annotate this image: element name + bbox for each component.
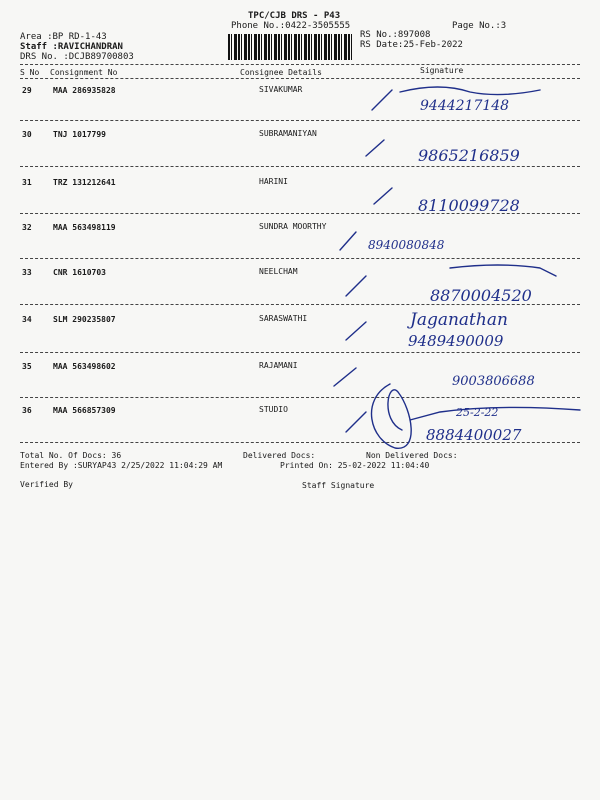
non-delivered-docs: Non Delivered Docs: xyxy=(366,451,458,460)
tick-mark xyxy=(374,188,392,204)
printed-on: Printed On: 25-02-2022 11:04:40 xyxy=(280,461,430,470)
signature-phone: 8870004520 xyxy=(430,286,532,305)
page-number: Page No.:3 xyxy=(452,21,507,31)
tick-mark xyxy=(334,368,356,386)
drs-number: DRS No. :DCJB89700803 xyxy=(20,52,134,62)
total-docs: Total No. Of Docs: 36 xyxy=(20,451,122,460)
tick-mark xyxy=(346,412,366,432)
phone-number: Phone No.:0422-3505555 xyxy=(231,21,351,31)
tick-mark xyxy=(340,232,356,250)
verified-by: Verified By xyxy=(20,480,73,489)
signature-phone: 8940080848 xyxy=(368,238,445,252)
area-label: Area :BP RD-1-43 xyxy=(20,32,107,42)
row-sno: 34 xyxy=(22,315,32,324)
row-consignee: SIVAKUMAR xyxy=(259,85,303,94)
row-consignee: NEELCHAM xyxy=(259,267,298,276)
signature-phone: 8884400027 xyxy=(426,426,522,444)
row-sno: 30 xyxy=(22,130,32,139)
row-sno: 31 xyxy=(22,178,32,187)
row-consignee: RAJAMANI xyxy=(259,361,298,370)
entered-by: Entered By :SURYAP43 2/25/2022 11:04:29 AM xyxy=(20,461,223,470)
signature-phone: 8110099728 xyxy=(418,196,520,215)
row-sno: 36 xyxy=(22,406,32,415)
tick-mark xyxy=(366,140,384,156)
col-consignment: Consignment No xyxy=(50,68,118,77)
row-consignment: TNJ 1017799 xyxy=(53,130,106,139)
row-consignee: SUNDRA MOORTHY xyxy=(259,222,327,231)
row-sno: 35 xyxy=(22,362,32,371)
row-consignment: TRZ 131212641 xyxy=(53,178,116,187)
signature-scribble xyxy=(400,87,540,95)
col-consignee: Consignee Details xyxy=(240,68,322,77)
signature-name: 25-2-22 xyxy=(456,406,499,419)
col-sno: S No xyxy=(20,68,40,77)
document-title: TPC/CJB DRS - P43 xyxy=(248,11,341,21)
staff-label: Staff :RAVICHANDRAN xyxy=(20,42,123,52)
signature-phone: 9489490009 xyxy=(408,332,504,350)
row-consignee: HARINI xyxy=(259,177,288,186)
delivered-docs: Delivered Docs: xyxy=(243,451,316,460)
staff-signature: Staff Signature xyxy=(302,481,375,490)
row-consignee: SARASWATHI xyxy=(259,314,308,323)
signature-scribble xyxy=(410,407,580,420)
tick-mark xyxy=(346,276,366,296)
row-sno: 33 xyxy=(22,268,32,277)
col-signature: Signature xyxy=(420,66,464,75)
signature-phone: 9003806688 xyxy=(452,374,535,389)
signature-scribble xyxy=(450,265,556,276)
row-consignment: MAA 566857309 xyxy=(53,406,116,415)
row-consignment: MAA 563498602 xyxy=(53,362,116,371)
tick-mark xyxy=(372,90,392,110)
tick-mark xyxy=(346,322,366,340)
rs-number: RS No.:897008 xyxy=(360,30,431,40)
rs-date: RS Date:25-Feb-2022 xyxy=(360,40,463,50)
signature-phone: 9444217148 xyxy=(420,98,510,114)
row-consignment: MAA 286935828 xyxy=(53,86,116,95)
signature-scribble xyxy=(371,384,411,448)
row-consignee: SUBRAMANIYAN xyxy=(259,129,317,138)
row-sno: 29 xyxy=(22,86,32,95)
row-consignment: SLM 290235807 xyxy=(53,315,116,324)
row-consignment: CNR 1610703 xyxy=(53,268,106,277)
row-sno: 32 xyxy=(22,223,32,232)
signature-phone: 9865216859 xyxy=(418,146,520,165)
row-consignment: MAA 563498119 xyxy=(53,223,116,232)
row-consignee: STUDIO xyxy=(259,405,288,414)
signature-name: Jaganathan xyxy=(410,310,508,330)
